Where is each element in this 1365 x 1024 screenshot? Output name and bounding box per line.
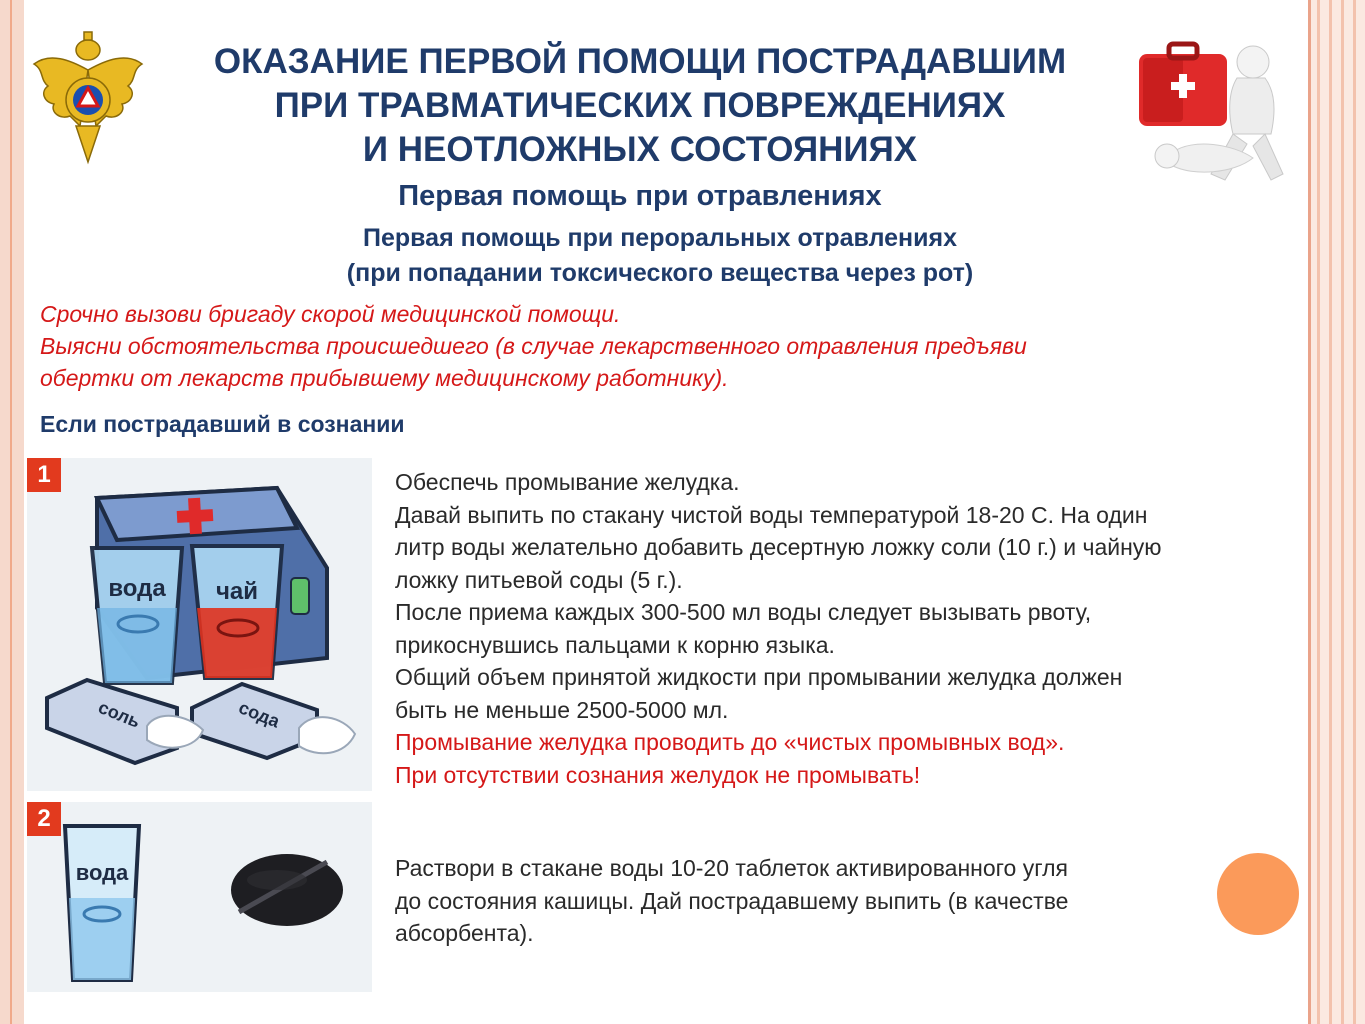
step-2-illustration	[27, 802, 372, 992]
step-2-line: до состояния кашицы. Дай пострадавшему выпить (в качестве	[395, 887, 1069, 914]
step-1-line: Давай выпить по стакану чистой воды температурой 18-20 С. На один	[395, 501, 1148, 528]
tea-glass-label: чай	[215, 578, 259, 605]
step-2-line: абсорбента).	[395, 920, 534, 946]
salt-box-label: соль	[95, 697, 143, 732]
title-line-3: И НЕОТЛОЖНЫХ СОСТОЯНИЯХ	[362, 130, 918, 169]
step-1-line: литр воды желательно добавить десертную ложку соли (10 г.) и чайную	[395, 534, 1162, 560]
subtitle: Первая помощь при отравлениях	[398, 180, 882, 212]
water-glass-label: вода	[108, 575, 166, 602]
step-1-line: прикоснувшись пальцами к корню языка.	[395, 631, 835, 658]
step-1-line: быть не меньше 2500-5000 мл.	[395, 696, 729, 723]
step-1-warning-line: Промывание желудка проводить до «чистых промывных вод».	[395, 729, 1065, 755]
water-glass-label: вода	[75, 860, 129, 885]
main-title	[160, 40, 1120, 172]
warning-line-3: обертки от лекарств прибывшему медицинскому работнику).	[40, 365, 729, 391]
soda-box-label: сода	[235, 697, 283, 732]
step-1-illustration	[27, 458, 372, 791]
section-title-line-1: Первая помощь при пероральных отравлениях	[363, 224, 957, 252]
step-2-badge: 2	[27, 802, 61, 836]
warning-line-1: Срочно вызови бригаду скорой медицинской помощи.	[40, 301, 621, 327]
decorative-orange-circle	[1217, 853, 1299, 935]
activated-charcoal-icon	[27, 802, 372, 992]
step-2-text	[395, 852, 1195, 950]
step-2-line: Раствори в стакане воды 10-20 таблеток активированного угля	[395, 855, 1068, 881]
step-1-warning-line: При отсутствии сознания желудок не промывать!	[395, 761, 921, 788]
section-title-line-2: (при попадании токсического вещества через рот)	[346, 259, 974, 287]
step-1-line: ложку питьевой соды (5 г.).	[395, 566, 683, 593]
warning-line-2: Выясни обстоятельства происшедшего (в случае лекарственного отравления предъяви	[40, 333, 1027, 359]
step-1-line: Обеспечь промывание желудка.	[395, 469, 740, 495]
step-1-line: После приема каждых 300-500 мл воды следует вызывать рвоту,	[395, 599, 1092, 625]
step-1-line: Общий объем принятой жидкости при промывании желудка должен	[395, 664, 1123, 690]
first-aid-kit-figure-icon	[1133, 34, 1293, 190]
step-1-badge: 1	[27, 458, 61, 492]
condition-heading: Если пострадавший в сознании	[40, 411, 405, 437]
step-1-text	[395, 466, 1300, 791]
title-line-1: ОКАЗАНИЕ ПЕРВОЙ ПОМОЩИ ПОСТРАДАВШИМ	[213, 42, 1067, 81]
emergency-warning	[40, 298, 1220, 394]
gastric-lavage-supplies-icon	[27, 458, 372, 791]
emercom-emblem-icon	[30, 30, 146, 170]
right-frame-border	[1308, 0, 1365, 1024]
left-frame-border	[0, 0, 24, 1024]
section-title	[210, 221, 1110, 291]
title-line-2: ПРИ ТРАВМАТИЧЕСКИХ ПОВРЕЖДЕНИЯХ	[274, 86, 1006, 125]
